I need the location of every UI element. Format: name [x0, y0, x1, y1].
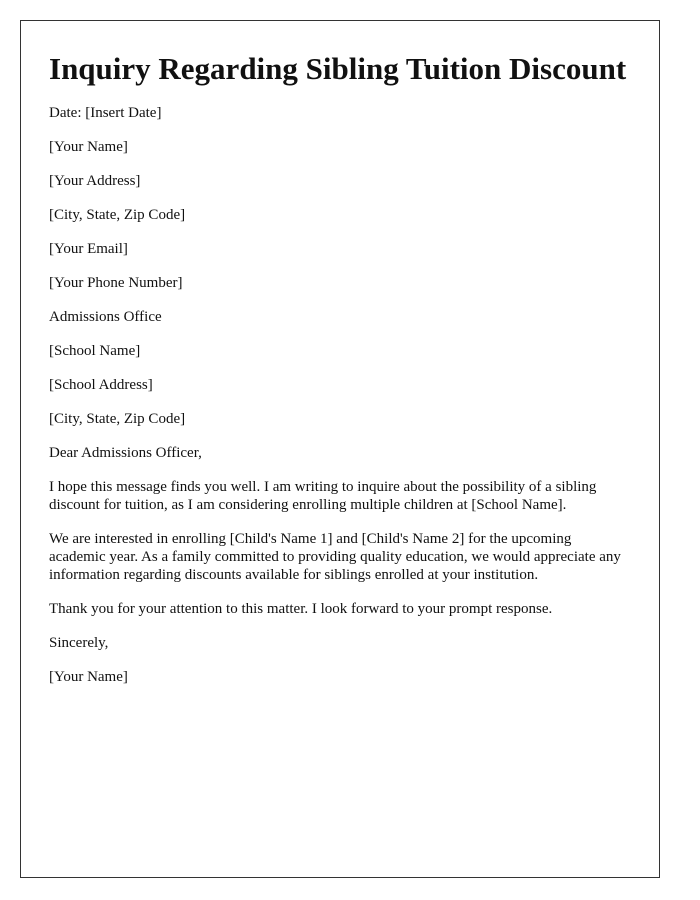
recipient-school-address: [School Address] [49, 377, 153, 393]
recipient-school-name: [School Name] [49, 343, 141, 359]
sender-name: [Your Name] [49, 139, 128, 155]
date-line: Date: [Insert Date] [49, 105, 162, 121]
salutation: Dear Admissions Officer, [49, 445, 202, 461]
letter-page [20, 20, 660, 878]
letter-title: Inquiry Regarding Sibling Tuition Discount [49, 51, 627, 86]
recipient-office: Admissions Office [49, 309, 162, 325]
body-paragraph-thanks: Thank you for your attention to this matter. I look forward to your prompt response. [49, 601, 553, 617]
recipient-city-state-zip: [City, State, Zip Code] [49, 411, 186, 427]
sender-address: [Your Address] [49, 173, 141, 189]
sender-phone: [Your Phone Number] [49, 275, 183, 291]
body-paragraph-details: We are interested in enrolling [Child's Name 1] and [Child's Name 2] for the upcoming academic year. As a family committed to providing quality education, we would appreciate any information regarding discounts available for siblings enrolled at your institution. [49, 531, 621, 583]
sender-email: [Your Email] [49, 241, 128, 257]
signature-name: [Your Name] [49, 669, 128, 685]
sender-city-state-zip: [City, State, Zip Code] [49, 207, 186, 223]
closing: Sincerely, [49, 635, 109, 651]
body-paragraph-intro: I hope this message finds you well. I am writing to inquire about the possibility of a sibling discount for tuition, as I am considering enrolling multiple children at [School Name]. [49, 479, 597, 513]
